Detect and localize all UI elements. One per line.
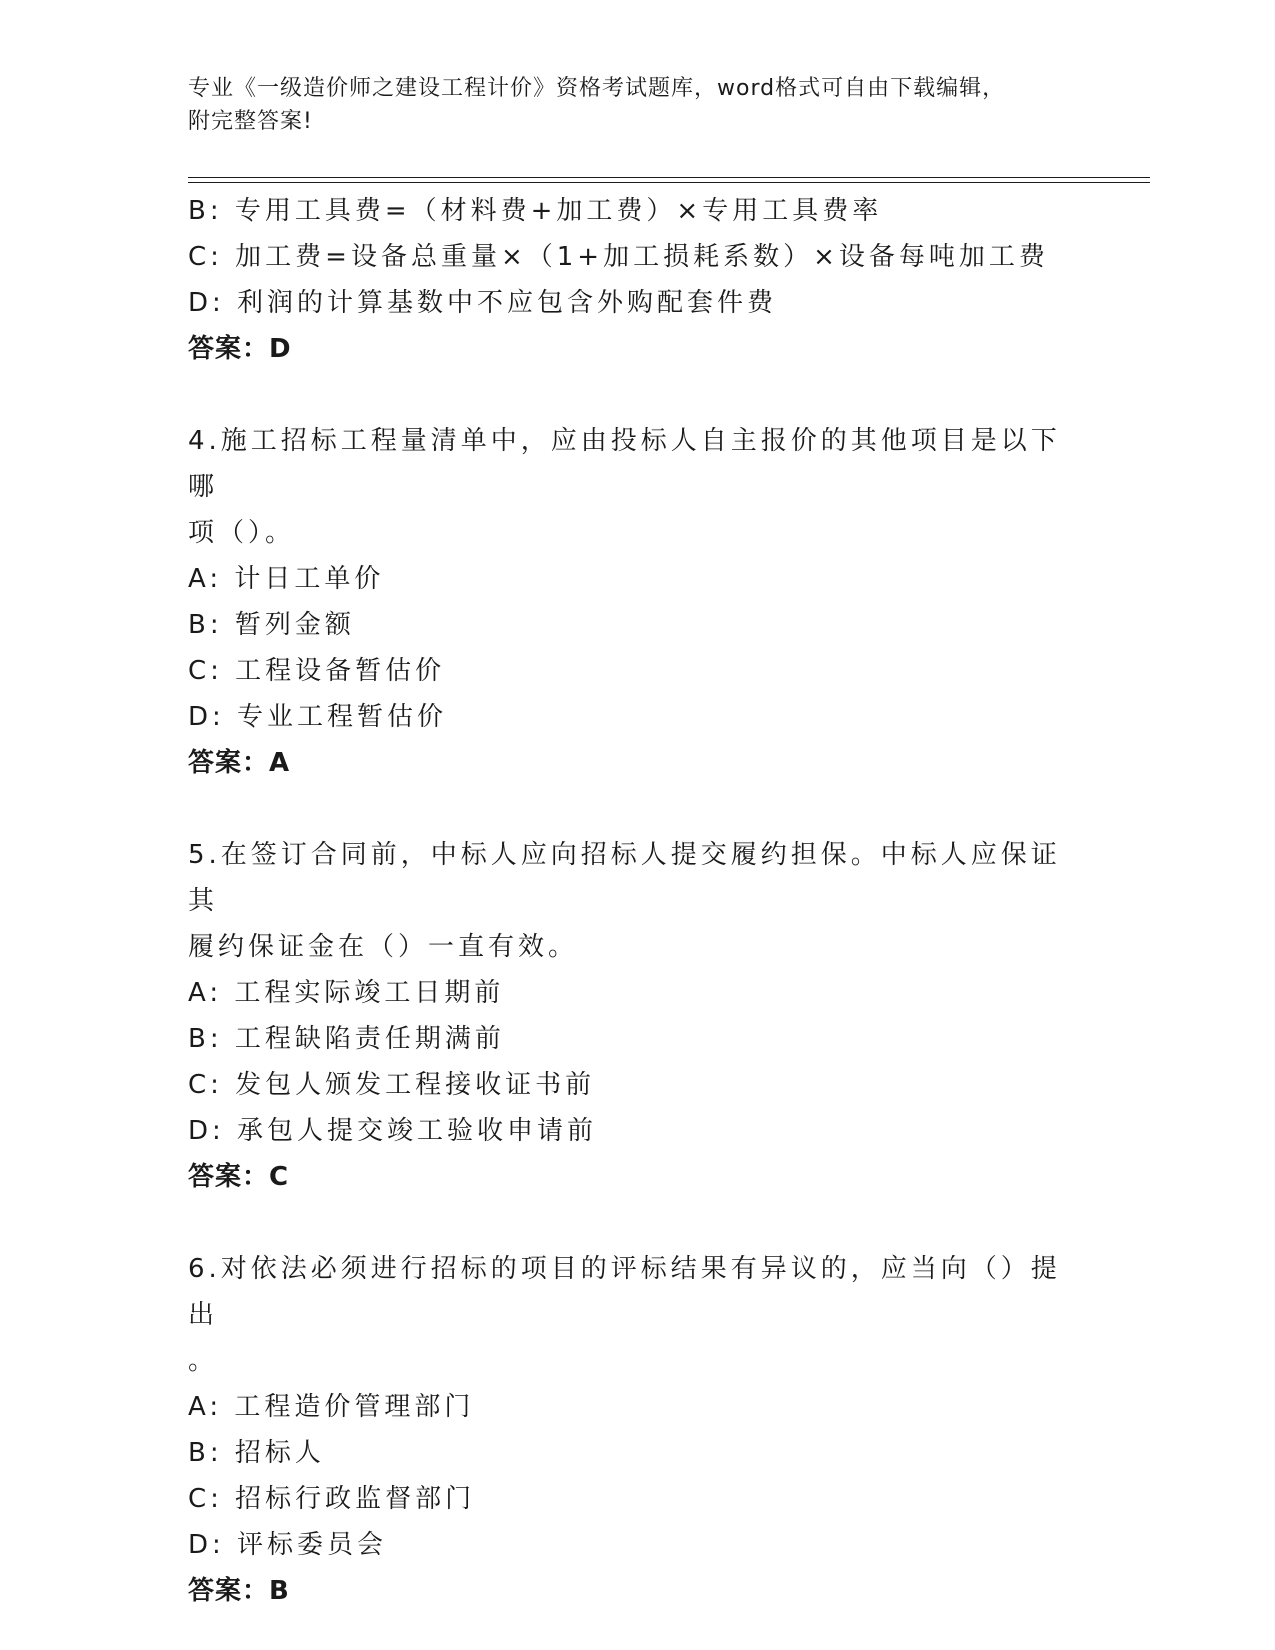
option-c: C: 工程设备暂估价	[188, 656, 446, 686]
option-d: D: 利润的计算基数中不应包含外购配套件费	[188, 288, 778, 318]
option-d: D: 承包人提交竣工验收申请前	[188, 1116, 598, 1146]
option-c: C: 招标行政监督部门	[188, 1484, 476, 1514]
option-d: D: 专业工程暂估价	[188, 702, 448, 732]
answer-line: 答案：D	[188, 334, 292, 364]
question-6	[188, 1246, 1088, 1614]
header-divider-top	[188, 177, 1150, 178]
option-b: B: 招标人	[188, 1438, 325, 1468]
question-3-tail	[188, 188, 1088, 372]
document-header	[188, 72, 1068, 138]
question-text-line-2: 。	[188, 1346, 219, 1376]
answer-line: 答案：A	[188, 748, 291, 778]
question-5	[188, 832, 1088, 1200]
question-text-line-1: 6.对依法必须进行招标的项目的评标结果有异议的，应当向（）提出	[188, 1254, 1061, 1330]
question-text-line-1: 5.在签订合同前，中标人应向招标人提交履约担保。中标人应保证其	[188, 840, 1061, 916]
question-4	[188, 418, 1088, 786]
header-line-1: 专业《一级造价师之建设工程计价》资格考试题库，word格式可自由下载编辑，	[188, 76, 1006, 101]
option-c: C: 加工费=设备总重量×（1+加工损耗系数）×设备每吨加工费	[188, 242, 1049, 272]
option-c: C: 发包人颁发工程接收证书前	[188, 1070, 596, 1100]
answer-line: 答案：B	[188, 1576, 290, 1606]
option-b: B: 暂列金额	[188, 610, 355, 640]
question-text-line-2: 项（）。	[188, 518, 296, 548]
option-a: A: 工程造价管理部门	[188, 1392, 475, 1422]
header-divider-bottom	[188, 182, 1150, 183]
header-line-2: 附完整答案!	[188, 109, 313, 134]
option-d: D: 评标委员会	[188, 1530, 388, 1560]
answer-line: 答案：C	[188, 1162, 290, 1192]
option-a: A: 计日工单价	[188, 564, 385, 594]
question-text-line-1: 4.施工招标工程量清单中，应由投标人自主报价的其他项目是以下哪	[188, 426, 1061, 502]
question-text-line-2: 履约保证金在（）一直有效。	[188, 932, 579, 962]
option-b: B: 工程缺陷责任期满前	[188, 1024, 505, 1054]
option-b: B: 专用工具费=（材料费+加工费）×专用工具费率	[188, 196, 883, 226]
question-content	[188, 188, 1088, 1614]
option-a: A: 工程实际竣工日期前	[188, 978, 505, 1008]
